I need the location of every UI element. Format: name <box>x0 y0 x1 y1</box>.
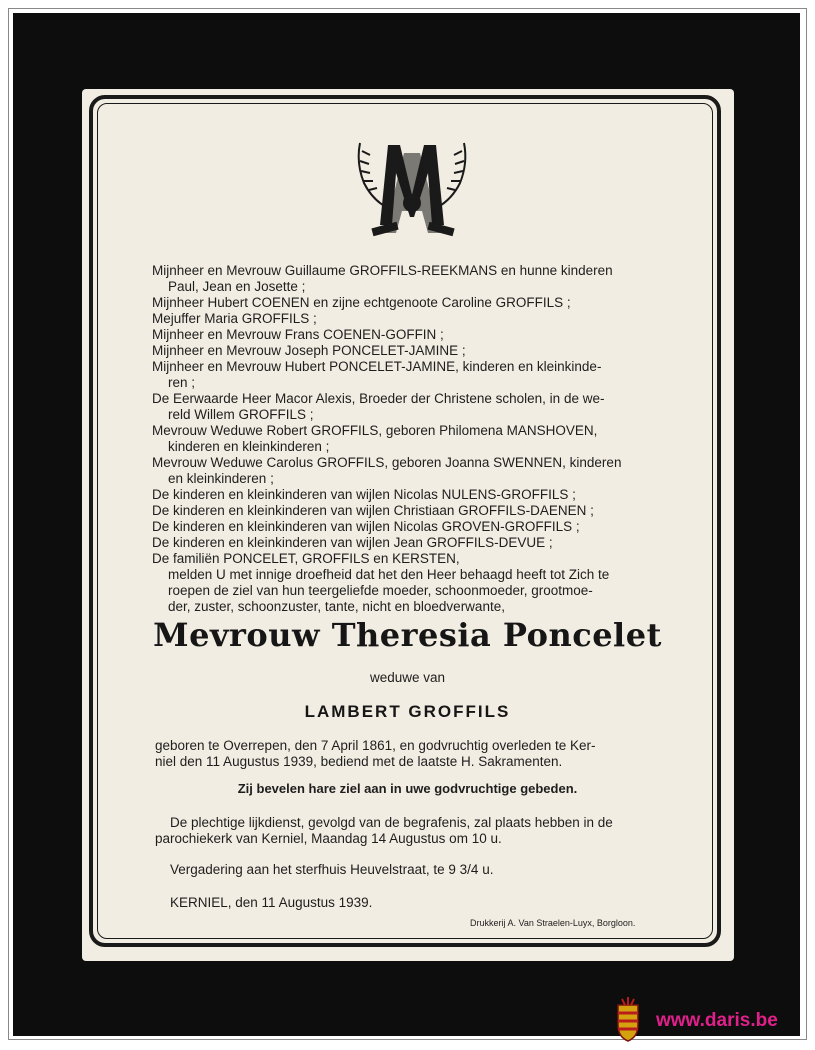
funeral-line: De plechtige lijkdienst, gevolgd van de begrafenis, zal plaats hebben in de <box>170 815 613 830</box>
family-line: Mijnheer Hubert COENEN en zijne echtgenoote Caroline GROFFILS ; <box>152 295 571 310</box>
place-date: KERNIEL, den 11 Augustus 1939. <box>170 895 373 910</box>
family-line: ren ; <box>168 375 196 390</box>
announcement-line: roepen de ziel van hun teergeliefde moeder, schoonmoeder, grootmoe- <box>168 583 593 598</box>
funeral-line: parochiekerk van Kerniel, Maandag 14 Augustus om 10 u. <box>155 831 502 846</box>
family-line: De kinderen en kleinkinderen van wijlen Nicolas GROVEN-GROFFILS ; <box>152 519 580 534</box>
widow-of-label: weduwe van <box>369 670 446 685</box>
monogram-emblem-icon <box>352 133 472 241</box>
family-line: kinderen en kleinkinderen ; <box>168 439 330 454</box>
family-line: Mijnheer en Mevrouw Hubert PONCELET-JAMINE, kinderen en kleinkinde- <box>152 359 602 374</box>
family-line: Mejuffer Maria GROFFILS ; <box>152 311 317 326</box>
prayer-request: Zij bevelen hare ziel aan in uwe godvruchtige gebeden. <box>237 781 578 796</box>
family-line: De Eerwaarde Heer Macor Alexis, Broeder der Christene scholen, in de we- <box>152 391 605 406</box>
family-line: Mijnheer en Mevrouw Joseph PONCELET-JAMINE ; <box>152 343 466 358</box>
website-watermark[interactable]: www.daris.be <box>656 1010 778 1031</box>
coat-of-arms-icon <box>613 997 643 1043</box>
deceased-name: Mevrouw Theresia Poncelet <box>153 616 662 654</box>
printer-credit: Drukkerij A. Van Straelen-Luyx, Borgloon. <box>470 918 636 928</box>
family-line: De kinderen en kleinkinderen van wijlen Nicolas NULENS-GROFFILS ; <box>152 487 576 502</box>
family-line: De kinderen en kleinkinderen van wijlen Christiaan GROFFILS-DAENEN ; <box>152 503 594 518</box>
family-line: Mevrouw Weduwe Carolus GROFFILS, geboren Joanna SWENNEN, kinderen <box>152 455 622 470</box>
birth-line: niel den 11 Augustus 1939, bediend met de laatste H. Sakramenten. <box>155 754 563 769</box>
family-line: Mijnheer en Mevrouw Frans COENEN-GOFFIN ; <box>152 327 444 342</box>
birth-line: geboren te Overrepen, den 7 April 1861, en godvruchtig overleden te Ker- <box>155 738 596 753</box>
family-line: Mevrouw Weduwe Robert GROFFILS, geboren Philomena MANSHOVEN, <box>152 423 598 438</box>
family-line: Mijnheer en Mevrouw Guillaume GROFFILS-REEKMANS en hunne kinderen <box>152 263 613 278</box>
meeting-info: Vergadering aan het sterfhuis Heuvelstraat, te 9 3/4 u. <box>170 862 494 877</box>
family-line: De kinderen en kleinkinderen van wijlen Jean GROFFILS-DEVUE ; <box>152 535 553 550</box>
family-line: reld Willem GROFFILS ; <box>168 407 314 422</box>
family-line: Paul, Jean en Josette ; <box>168 279 306 294</box>
husband-name: LAMBERT GROFFILS <box>304 702 511 721</box>
announcement-line: melden U met innige droefheid dat het den Heer behaagd heeft tot Zich te <box>168 567 610 582</box>
announcement-line: der, zuster, schoonzuster, tante, nicht en bloedverwante, <box>168 599 505 614</box>
family-line: De familiën PONCELET, GROFFILS en KERSTEN, <box>152 551 460 566</box>
family-line: en kleinkinderen ; <box>168 471 274 486</box>
